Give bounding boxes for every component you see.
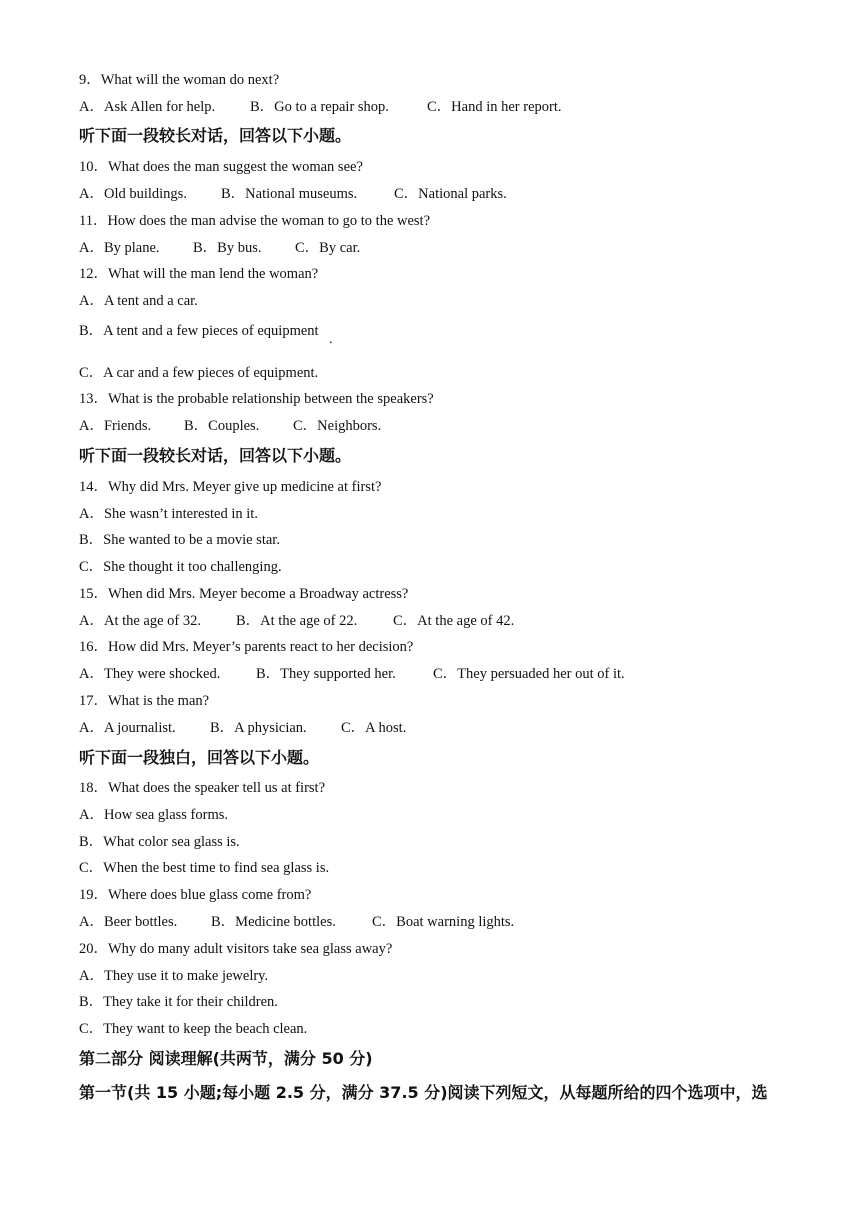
q13-option-b: B．Couples. [184,418,260,434]
question-11: 11．How does the man advise the woman to go to the west? [79,213,431,229]
q9-option-c: C．Hand in her report. [427,99,562,115]
q14-option-c: C．She thought it too challenging. [79,559,282,575]
section-heading-dialogue-1: 听下面一段较长对话，回答以下小题。 [79,126,352,145]
question-14: 14．Why did Mrs. Meyer give up medicine at first? [79,479,382,495]
q17-option-a: A．A journalist. [79,720,176,736]
q16-option-c: C．They persuaded her out of it. [433,666,625,682]
question-17: 17．What is the man? [79,693,210,709]
q10-option-a: A．Old buildings. [79,186,187,202]
q13-option-c: C．Neighbors. [293,418,382,434]
q20-option-b: B．They take it for their children. [79,994,278,1010]
question-16: 16．How did Mrs. Meyer’s parents react to her decision? [79,639,414,655]
q18-option-b: B．What color sea glass is. [79,834,240,850]
q11-option-a: A．By plane. [79,240,160,256]
q19-option-b: B．Medicine bottles. [211,914,336,930]
q19-option-a: A．Beer bottles. [79,914,178,930]
section-heading-monologue: 听下面一段独白，回答以下小题。 [79,748,320,767]
q14-option-a: A．She wasn’t interested in it. [79,506,258,522]
q18-option-c: C．When the best time to find sea glass is. [79,860,330,876]
q16-option-a: A．They were shocked. [79,666,221,682]
q11-option-c: C．By car. [295,240,361,256]
question-20: 20．Why do many adult visitors take sea glass away? [79,941,393,957]
q19-option-c: C．Boat warning lights. [372,914,515,930]
question-13: 13．What is the probable relationship between the speakers? [79,391,434,407]
q13-option-a: A．Friends. [79,418,152,434]
q15-option-c: C．At the age of 42. [393,613,515,629]
q9-option-a: A．Ask Allen for help. [79,99,216,115]
stray-period: . [329,332,333,347]
question-10: 10．What does the man suggest the woman see? [79,159,363,175]
q10-option-b: B．National museums. [221,186,358,202]
q9-option-b: B．Go to a repair shop. [250,99,389,115]
q10-option-c: C．National parks. [394,186,507,202]
q11-option-b: B．By bus. [193,240,262,256]
part-2-heading: 第二部分 阅读理解(共两节，满分 50 分) [79,1049,373,1068]
q20-option-a: A．They use it to make jewelry. [79,968,269,984]
q15-option-a: A．At the age of 32. [79,613,202,629]
section-1-instructions: 第一节(共 15 小题;每小题 2.5 分，满分 37.5 分)阅读下列短文，从每题所给的四个选项中，选 [79,1083,768,1102]
q15-option-b: B．At the age of 22. [236,613,358,629]
q17-option-c: C．A host. [341,720,407,736]
section-heading-dialogue-2: 听下面一段较长对话，回答以下小题。 [79,446,352,465]
q17-option-b: B．A physician. [210,720,307,736]
q12-option-a: A．A tent and a car. [79,293,198,309]
q20-option-c: C．They want to keep the beach clean. [79,1021,308,1037]
q12-option-b: B．A tent and a few pieces of equipment [79,323,319,339]
q12-option-c: C．A car and a few pieces of equipment. [79,365,319,381]
q16-option-b: B．They supported her. [256,666,396,682]
question-9: 9．What will the woman do next? [79,72,280,88]
question-12: 12．What will the man lend the woman? [79,266,319,282]
question-18: 18．What does the speaker tell us at first? [79,780,326,796]
q14-option-b: B．She wanted to be a movie star. [79,532,280,548]
q18-option-a: A．How sea glass forms. [79,807,229,823]
question-15: 15．When did Mrs. Meyer become a Broadway actress? [79,586,409,602]
question-19: 19．Where does blue glass come from? [79,887,312,903]
